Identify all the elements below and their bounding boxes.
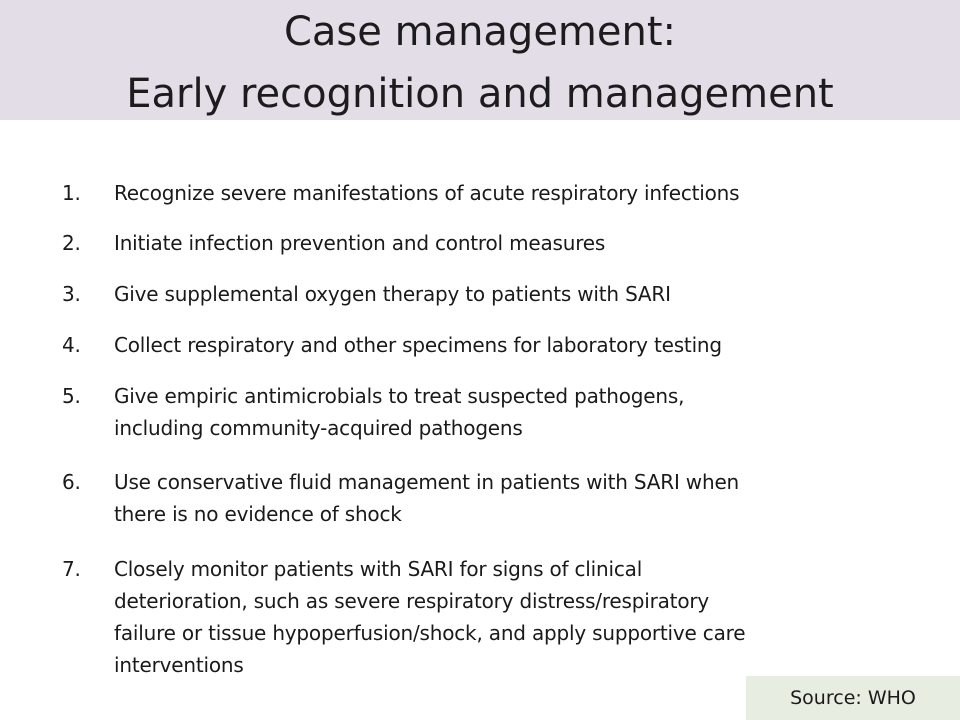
step-text	[114, 466, 894, 530]
slide-title-line-1: Case management:	[283, 9, 677, 55]
step-text-line: interventions	[114, 653, 244, 677]
step-number: 2.	[62, 231, 81, 255]
step-text-line: Recognize severe manifestations of acute respiratory infections	[114, 181, 740, 205]
step-number: 3.	[62, 282, 81, 306]
step-text	[114, 227, 894, 259]
step-text-line: deterioration, such as severe respiratory distress/respiratory	[114, 589, 710, 613]
step-text	[114, 553, 894, 681]
step-text-line: including community-acquired pathogens	[114, 416, 523, 440]
step-number: 6.	[62, 470, 81, 494]
step-text-line: there is no evidence of shock	[114, 502, 402, 526]
step-number: 4.	[62, 333, 81, 357]
step-text	[114, 278, 894, 310]
step-text-line: Initiate infection prevention and control measures	[114, 231, 606, 255]
step-text	[114, 329, 894, 361]
step-text-line: Collect respiratory and other specimens for laboratory testing	[114, 333, 722, 357]
step-text	[114, 177, 894, 209]
step-number: 7.	[62, 557, 81, 581]
source-note: Source: WHO	[746, 676, 960, 720]
slide-title-line-2: Early recognition and management	[126, 71, 834, 117]
step-number: 1.	[62, 181, 81, 205]
step-text-line: failure or tissue hypoperfusion/shock, and apply supportive care	[114, 621, 746, 645]
step-number: 5.	[62, 384, 81, 408]
step-text-line: Give supplemental oxygen therapy to patients with SARI	[114, 282, 671, 306]
step-text-line: Closely monitor patients with SARI for signs of clinical	[114, 557, 643, 581]
step-text-line: Use conservative fluid management in patients with SARI when	[114, 470, 740, 494]
step-text-line: Give empiric antimicrobials to treat suspected pathogens,	[114, 384, 685, 408]
step-text	[114, 380, 894, 444]
